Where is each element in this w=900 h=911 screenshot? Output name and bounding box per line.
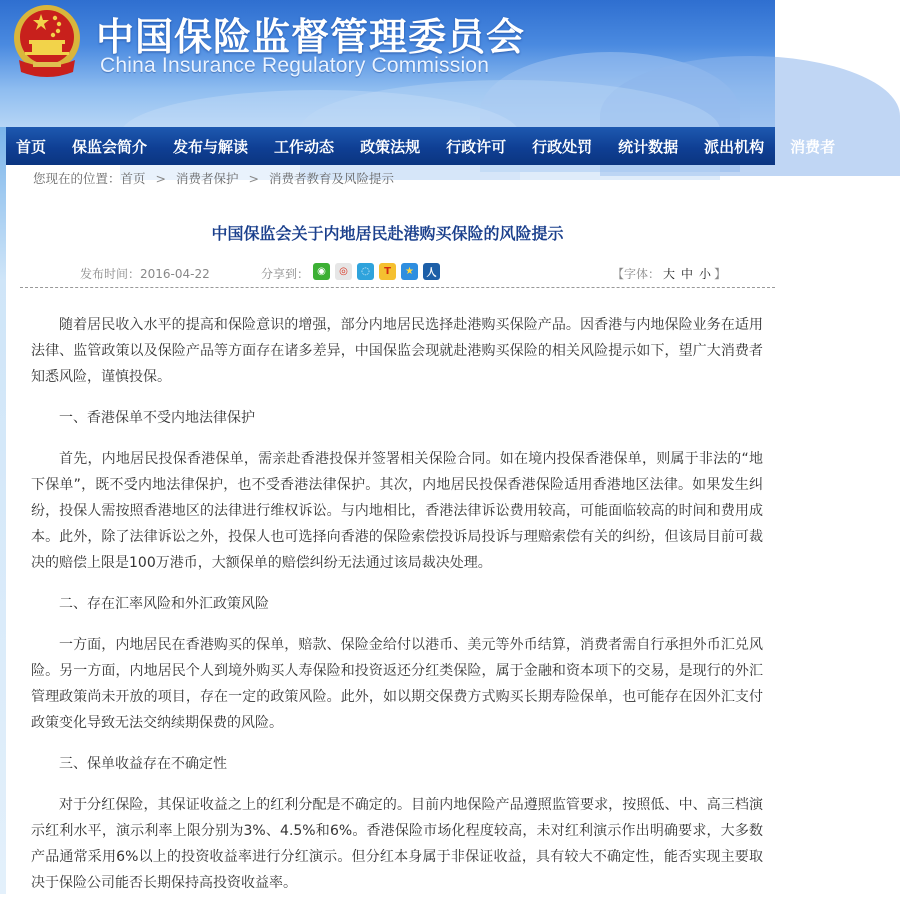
share-icons: [313, 263, 440, 280]
publish-date: 发布时间：2016-04-22: [80, 267, 210, 281]
font-size-large[interactable]: 大: [663, 267, 676, 281]
qzone-circle-icon[interactable]: ◌: [357, 263, 374, 280]
nav-item-branches[interactable]: 派出机构: [704, 137, 765, 156]
national-emblem-icon: [11, 4, 83, 80]
breadcrumb: [33, 169, 394, 187]
font-size-prefix: 【字体：: [612, 267, 661, 281]
paragraph-intro: 随着居民收入水平的提高和保险意识的增强，部分内地居民选择赴港购买保险产品。因香港与内地保险业务在适用法律、监管政策以及保险产品等方面存在诸多差异，中国保监会现就赴港购买保险的相关风险提示如下，望广大消费者知悉风险，谨慎投保。: [31, 317, 763, 385]
breadcrumb-home[interactable]: 首页: [120, 171, 146, 186]
nav-item-penalties[interactable]: 行政处罚: [532, 137, 593, 156]
section-heading-3: 三、保单收益存在不确定性: [59, 756, 227, 772]
nav-item-news[interactable]: 工作动态: [274, 137, 335, 156]
share-label: 分享到：: [261, 267, 310, 281]
paragraph-2: 一方面，内地居民在香港购买的保单，赔款、保险金给付以港币、美元等外币结算，消费者需自行承担外币汇兑风险。另一方面，内地居民个人到境外购买人寿保险和投资返还分红类保险，属于金融和资本项下的交易，是现行的外汇管理政策尚未开放的项目，存在一定的政策风险。此外，如以期交保费方式购买长期寿险保单，也可能存在因外汇支付政策变化导致无法交纳续期保费的风险。: [31, 637, 763, 731]
font-size-medium[interactable]: 中: [681, 267, 694, 281]
main-nav: [6, 127, 836, 165]
nav-item-releases[interactable]: 发布与解读: [173, 137, 249, 156]
divider: [20, 287, 775, 288]
breadcrumb-consumer-protection[interactable]: 消费者保护: [176, 171, 239, 186]
qzone-star-icon[interactable]: ★: [401, 263, 418, 280]
renren-icon[interactable]: 人: [423, 263, 440, 280]
breadcrumb-separator: >: [248, 171, 260, 186]
nav-item-statistics[interactable]: 统计数据: [618, 137, 679, 156]
section-heading-2: 二、存在汇率风险和外汇政策风险: [59, 596, 269, 612]
nav-item-policies[interactable]: 政策法规: [360, 137, 421, 156]
wechat-icon[interactable]: ◉: [313, 263, 330, 280]
font-size-control: [612, 265, 726, 282]
article-meta: [0, 263, 775, 283]
font-size-suffix: 】: [714, 267, 727, 281]
nav-item-home[interactable]: 首页: [16, 137, 47, 156]
site-title-en: China Insurance Regulatory Commission: [100, 54, 490, 77]
paragraph-1: 首先，内地居民投保香港保单，需亲赴香港投保并签署相关保险合同。如在境内投保香港保单，则属于非法的“地下保单”，既不受内地法律保护，也不受香港法律保护。其次，内地居民投保香港保险适用香港地区法律。如果发生纠纷，投保人需按照香港地区的法律进行维权诉讼。与内地相比，香港法律诉讼费用较高，可能面临较高的时间和费用成本。此外，除了法律诉讼之外，投保人也可选择向香港的保险索偿投诉局投诉与理赔索偿有关的纠纷，但该局目前可裁决的赔偿上限是100万港币，大额保单的赔偿纠纷无法通过该局裁决处理。: [31, 451, 763, 571]
nav-item-consumers[interactable]: 消费者: [790, 137, 836, 156]
nav-item-about[interactable]: 保监会简介: [72, 137, 148, 156]
weibo-icon[interactable]: ◎: [335, 263, 352, 280]
font-size-small[interactable]: 小: [699, 267, 712, 281]
site-title-cn: 中国保险监督管理委员会: [96, 15, 526, 59]
breadcrumb-consumer-education[interactable]: 消费者教育及风险提示: [269, 171, 395, 186]
section-heading-1: 一、香港保单不受内地法律保护: [59, 410, 255, 426]
breadcrumb-separator: >: [155, 171, 167, 186]
header-banner: [0, 0, 775, 128]
breadcrumb-prefix: 您现在的位置：: [33, 171, 121, 186]
article-title: 中国保监会关于内地居民赴港购买保险的风险提示: [211, 224, 564, 243]
nav-item-licensing[interactable]: 行政许可: [446, 137, 507, 156]
article-body: [31, 312, 763, 911]
tencent-weibo-icon[interactable]: T: [379, 263, 396, 280]
paragraph-3: 对于分红保险，其保证收益之上的红利分配是不确定的。目前内地保险产品遵照监管要求，按照低、中、高三档演示红利水平，演示利率上限分别为3%、4.5%和6%。香港保险市场化程度较高，未对红利演示作出明确要求，大多数产品通常采用6%以上的投资收益率进行分红演示。但分红本身属于非保证收益，具有较大不确定性，能否实现主要取决于保险公司能否长期保持高投资收益率。: [31, 797, 763, 891]
